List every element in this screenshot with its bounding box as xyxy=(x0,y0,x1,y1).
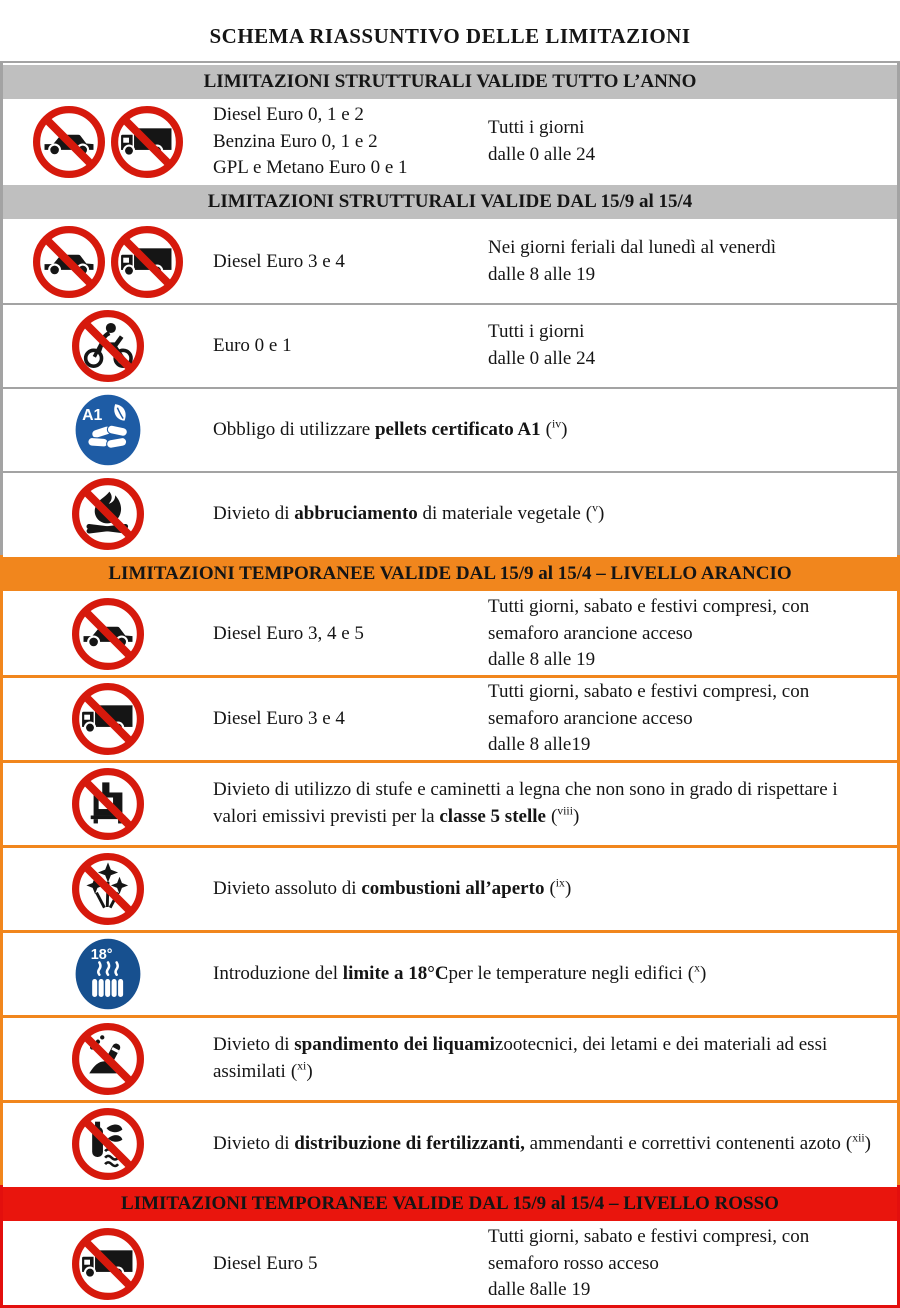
section-header: LIMITAZIONI TEMPORANEE VALIDE DAL 15/9 al 15/4 – LIVELLO ROSSO xyxy=(3,1185,897,1223)
schedule-cell xyxy=(488,101,897,183)
description-segment: di materiale vegetale xyxy=(417,502,581,524)
description-emphasis: limite a 18°C xyxy=(342,962,449,984)
description-text xyxy=(213,501,881,528)
schedule-line: semaforo arancione acceso xyxy=(488,707,693,729)
limitations-table xyxy=(0,61,900,1308)
schedule-line: Tutti i giorni xyxy=(488,321,585,343)
section-rows xyxy=(3,101,897,183)
page-title: SCHEMA RIASSUNTIVO DELLE LIMITAZIONI xyxy=(209,24,691,48)
schedule-cell xyxy=(488,1223,897,1305)
schedule-cell xyxy=(488,593,897,675)
description-segment: ammendanti e correttivi contenenti azoto xyxy=(524,1132,841,1154)
no-wood-stove-icon xyxy=(72,768,144,840)
icon-cell xyxy=(3,389,213,471)
no-car-icon xyxy=(33,226,105,298)
description-segment: Divieto di xyxy=(213,1034,295,1056)
description-segment: zootecnici, dei letami e dei materiali ad essi assimilati xyxy=(213,1034,828,1082)
description-cell xyxy=(213,221,488,303)
schedule-cell xyxy=(488,305,897,387)
no-motorcycle-icon xyxy=(72,310,144,382)
footnote-marker: ($^v$) xyxy=(585,501,605,524)
limitation-row xyxy=(3,760,897,845)
icon-cell xyxy=(3,1018,213,1100)
schedule-line: Tutti i giorni xyxy=(488,117,585,139)
no-car-icon xyxy=(33,106,105,178)
pellet-a1-badge-icon xyxy=(72,394,144,466)
description-line: Diesel Euro 5 xyxy=(213,1252,318,1274)
icon-cell xyxy=(3,593,213,675)
description-segment: Divieto assoluto di xyxy=(213,877,362,899)
description-emphasis: classe 5 stelle xyxy=(439,806,546,827)
svg-text:A1: A1 xyxy=(82,406,103,424)
description-line: Diesel Euro 3, 4 e 5 xyxy=(213,622,364,644)
section-temporanee-arancio xyxy=(0,555,900,1185)
section-temporanee-rosso xyxy=(0,1185,900,1308)
schedule-line: Tutti giorni, sabato e festivi compresi, con xyxy=(488,1225,810,1247)
description-cell xyxy=(213,593,488,675)
icon-cell xyxy=(3,848,213,930)
schedule-line: Nei giorni feriali dal lunedì al venerdì xyxy=(488,237,777,259)
icon-cell xyxy=(3,1223,213,1305)
no-truck-icon xyxy=(72,1228,144,1300)
footnote-marker: ($^{ix}$) xyxy=(549,876,572,899)
description-line: Diesel Euro 3 e 4 xyxy=(213,250,345,272)
icon-cell xyxy=(3,473,213,555)
footnote-marker: ($^{viii}$) xyxy=(550,804,580,827)
no-fertilizer-icon xyxy=(72,1108,144,1180)
limitation-row xyxy=(3,675,897,760)
description-cell xyxy=(213,678,488,760)
icon-cell xyxy=(3,933,213,1015)
description-line: GPL e Metano Euro 0 e 1 xyxy=(213,157,408,179)
schedule-line: Tutti giorni, sabato e festivi compresi, con xyxy=(488,595,810,617)
description-cell xyxy=(213,305,488,387)
svg-text:18°: 18° xyxy=(90,946,113,963)
schedule-cell xyxy=(488,678,897,760)
icon-cell xyxy=(3,305,213,387)
limitation-row xyxy=(3,387,897,471)
description-segment: Divieto di xyxy=(213,502,295,524)
schedule-line: dalle 0 alle 24 xyxy=(488,348,596,369)
schedule-line: dalle 8 alle 19 xyxy=(488,264,596,285)
section-strutturali-anno xyxy=(0,61,900,183)
section-header: LIMITAZIONI STRUTTURALI VALIDE TUTTO L’ANNO xyxy=(3,63,897,101)
description-text xyxy=(213,1131,881,1158)
description-cell xyxy=(213,933,897,1015)
section-header: LIMITAZIONI STRUTTURALI VALIDE DAL 15/9 al 15/4 xyxy=(3,183,897,221)
no-car-icon xyxy=(72,598,144,670)
icon-cell xyxy=(3,763,213,845)
description-line: Diesel Euro 0, 1 e 2 xyxy=(213,103,364,125)
icon-cell xyxy=(3,1103,213,1185)
limitation-row xyxy=(3,930,897,1015)
limitation-row xyxy=(3,1223,897,1305)
description-segment: Divieto di xyxy=(213,1132,295,1154)
description-text xyxy=(213,417,881,444)
limitation-row xyxy=(3,1100,897,1185)
limitation-row xyxy=(3,845,897,930)
icon-cell xyxy=(3,221,213,303)
limitation-row xyxy=(3,101,897,183)
no-truck-icon xyxy=(72,683,144,755)
section-strutturali-stagionali xyxy=(0,183,900,555)
description-segment: Obbligo di utilizzare xyxy=(213,418,375,440)
no-slurry-spreading-icon xyxy=(72,1023,144,1095)
limitation-row xyxy=(3,221,897,303)
description-emphasis: pellets certificato A1 xyxy=(374,418,541,440)
limitation-row xyxy=(3,1015,897,1100)
icon-cell xyxy=(3,678,213,760)
limit-18c-badge-icon xyxy=(72,938,144,1010)
description-emphasis: abbruciamento xyxy=(294,502,418,524)
description-emphasis: combustioni all’aperto xyxy=(361,877,545,899)
section-rows xyxy=(3,1223,897,1305)
schedule-line: dalle 8 alle19 xyxy=(488,734,591,756)
no-open-fire-icon xyxy=(72,478,144,550)
icon-cell xyxy=(3,101,213,183)
description-cell xyxy=(213,848,897,930)
section-header: LIMITAZIONI TEMPORANEE VALIDE DAL 15/9 al 15/4 – LIVELLO ARANCIO xyxy=(3,555,897,593)
description-emphasis: spandimento dei liquami xyxy=(294,1034,495,1056)
section-rows xyxy=(3,593,897,1185)
schedule-cell xyxy=(488,221,897,303)
description-text xyxy=(213,876,881,903)
description-line: Diesel Euro 3 e 4 xyxy=(213,707,345,729)
no-fireworks-icon xyxy=(72,853,144,925)
schedule-line: dalle 8 alle 19 xyxy=(488,649,596,671)
footnote-marker: ($^x$) xyxy=(687,961,707,984)
description-cell xyxy=(213,1223,488,1305)
description-line: Benzina Euro 0, 1 e 2 xyxy=(213,130,378,152)
schedule-line: Tutti giorni, sabato e festivi compresi, con xyxy=(488,680,810,702)
footnote-marker: ($^{xi}$) xyxy=(290,1059,313,1082)
description-segment: Divieto di utilizzo di stufe e caminetti a legna che non sono in grado di rispettare i valori emissivi previsti per la xyxy=(213,779,838,827)
description-segment: per le temperature negli edifici xyxy=(448,962,683,984)
schedule-line: dalle 0 alle 24 xyxy=(488,144,596,165)
description-text xyxy=(213,961,881,988)
description-line: Euro 0 e 1 xyxy=(213,334,292,356)
description-cell xyxy=(213,1103,897,1185)
section-rows xyxy=(3,221,897,555)
limitation-row xyxy=(3,303,897,387)
description-emphasis: distribuzione di fertilizzanti, xyxy=(294,1132,525,1154)
schedule-line: semaforo rosso acceso xyxy=(488,1252,659,1274)
description-segment: Introduzione del xyxy=(213,962,343,984)
limitation-row xyxy=(3,471,897,555)
no-truck-icon xyxy=(111,106,183,178)
description-text xyxy=(213,1032,881,1086)
description-text xyxy=(213,777,881,831)
schedule-line: dalle 8alle 19 xyxy=(488,1279,591,1301)
limitation-row xyxy=(3,593,897,675)
footnote-marker: ($^{iv}$) xyxy=(545,417,568,440)
footnote-marker: ($^{xii}$) xyxy=(845,1131,871,1154)
schedule-line: semaforo arancione acceso xyxy=(488,622,693,644)
description-cell xyxy=(213,101,488,183)
description-cell xyxy=(213,389,897,471)
description-cell xyxy=(213,473,897,555)
description-cell xyxy=(213,763,897,845)
description-cell xyxy=(213,1018,897,1100)
no-truck-icon xyxy=(111,226,183,298)
